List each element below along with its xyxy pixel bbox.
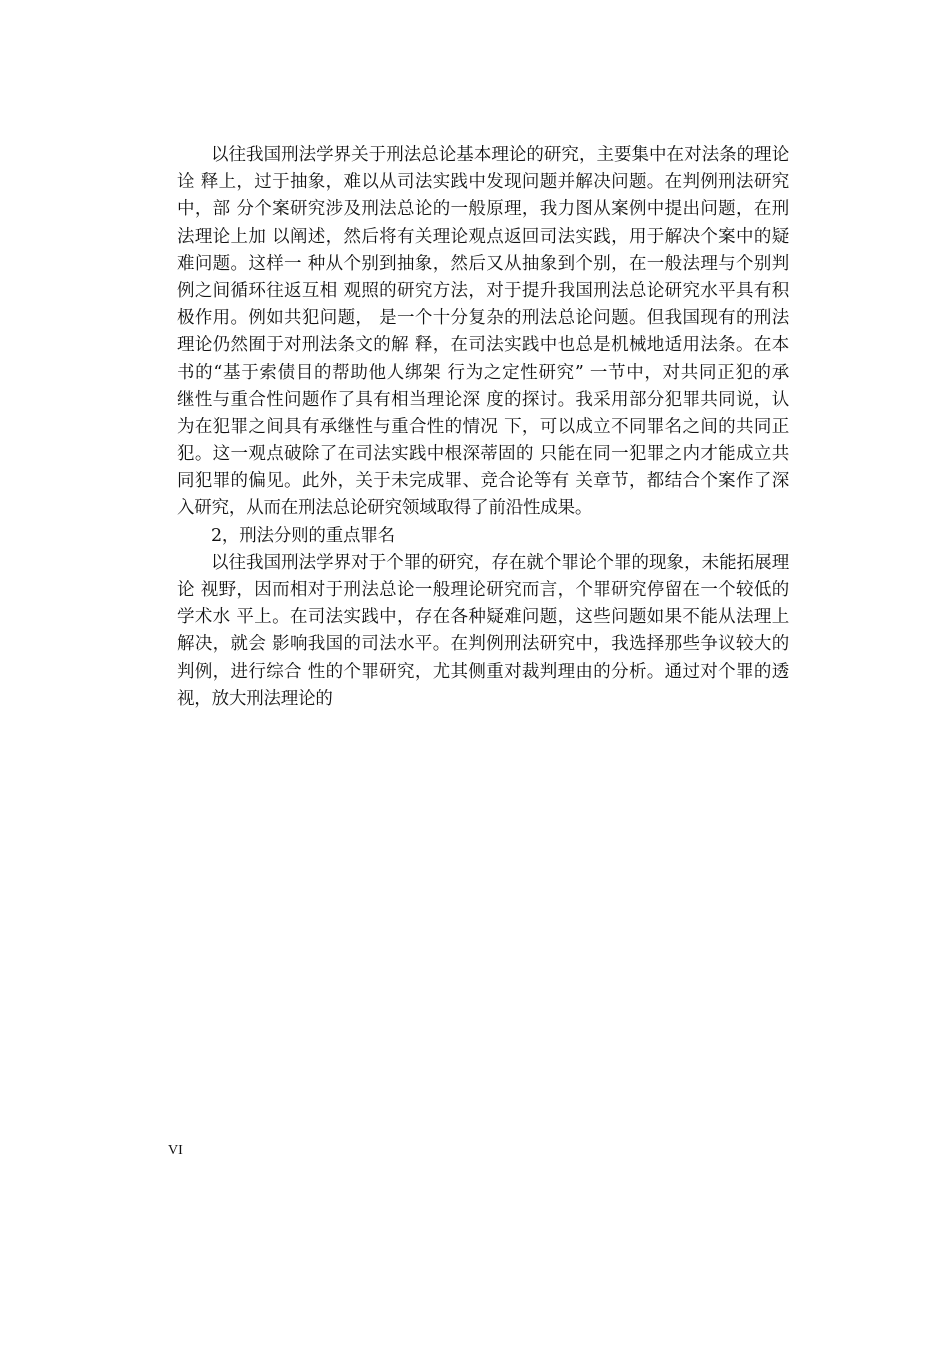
text-line: 理论仍然囿于对刑法条文的解 释，在司法实践中也总是机械地适用法条。在本 xyxy=(177,335,789,356)
section-heading: 2，刑法分则的重点罪名 xyxy=(211,525,395,546)
text-line: 学术水 平上。在司法实践中，存在各种疑难问题，这些问题如果不能从法理上 xyxy=(177,607,789,628)
paragraph-general-theory xyxy=(177,142,789,523)
text-line: 论 视野，因而相对于刑法总论一般理论研究而言，个罪研究停留在一个较低的 xyxy=(177,580,789,600)
text-line: 以往我国刑法学界对于个罪的研究，存在就个罪论个罪的现象，未能拓展理 xyxy=(211,552,789,573)
text-line: 同犯罪的偏见。此外，关于未完成罪、竞合论等有 关章节，都结合个案作了深 xyxy=(177,471,789,492)
paragraph-specific-crimes xyxy=(177,550,789,713)
text-line: 入研究，从而在刑法总论研究领域取得了前沿性成果。 xyxy=(177,498,593,519)
text-line: 中，部 分个案研究涉及刑法总论的一般原理，我力图从案例中提出问题，在刑 xyxy=(177,199,789,220)
text-line: 书的“基于索债目的帮助他人绑架 行为之定性研究” 一节中，对共同正犯的承 xyxy=(177,362,789,383)
text-line: 法理论上加 以阐述，然后将有关理论观点返回司法实践，用于解决个案中的疑 xyxy=(177,226,789,247)
text-line: 判例，进行综合 性的个罪研究，尤其侧重对裁判理由的分析。通过对个罪的透 xyxy=(177,661,789,682)
text-line: 极作用。例如共犯问题， 是一个十分复杂的刑法总论问题。但我国现有的刑法 xyxy=(177,308,789,329)
text-line: 为在犯罪之间具有承继性与重合性的情况 下，可以成立不同罪名之间的共同正 xyxy=(177,416,789,437)
text-line: 诠 释上，过于抽象，难以从司法实践中发现问题并解决问题。在判例刑法研究 xyxy=(177,172,789,193)
text-line: 犯。这一观点破除了在司法实践中根深蒂固的 只能在同一犯罪之内才能成立共 xyxy=(177,444,789,465)
page-number: VI xyxy=(168,1143,183,1158)
text-line: 继性与重合性问题作了具有相当理论深 度的探讨。我采用部分犯罪共同说，认 xyxy=(177,389,789,410)
text-line: 以往我国刑法学界关于刑法总论基本理论的研究，主要集中在对法条的理论 xyxy=(211,145,789,165)
text-line: 难问题。这样一 种从个别到抽象，然后又从抽象到个别，在一般法理与个别判 xyxy=(177,253,789,274)
text-line: 视，放大刑法理论的 xyxy=(177,688,333,709)
text-line: 例之间循环往返互相 观照的研究方法，对于提升我国刑法总论研究水平具有积 xyxy=(177,280,789,301)
text-line: 解决，就会 影响我国的司法水平。在判例刑法研究中，我选择那些争议较大的 xyxy=(177,634,789,655)
body-text xyxy=(177,142,789,713)
